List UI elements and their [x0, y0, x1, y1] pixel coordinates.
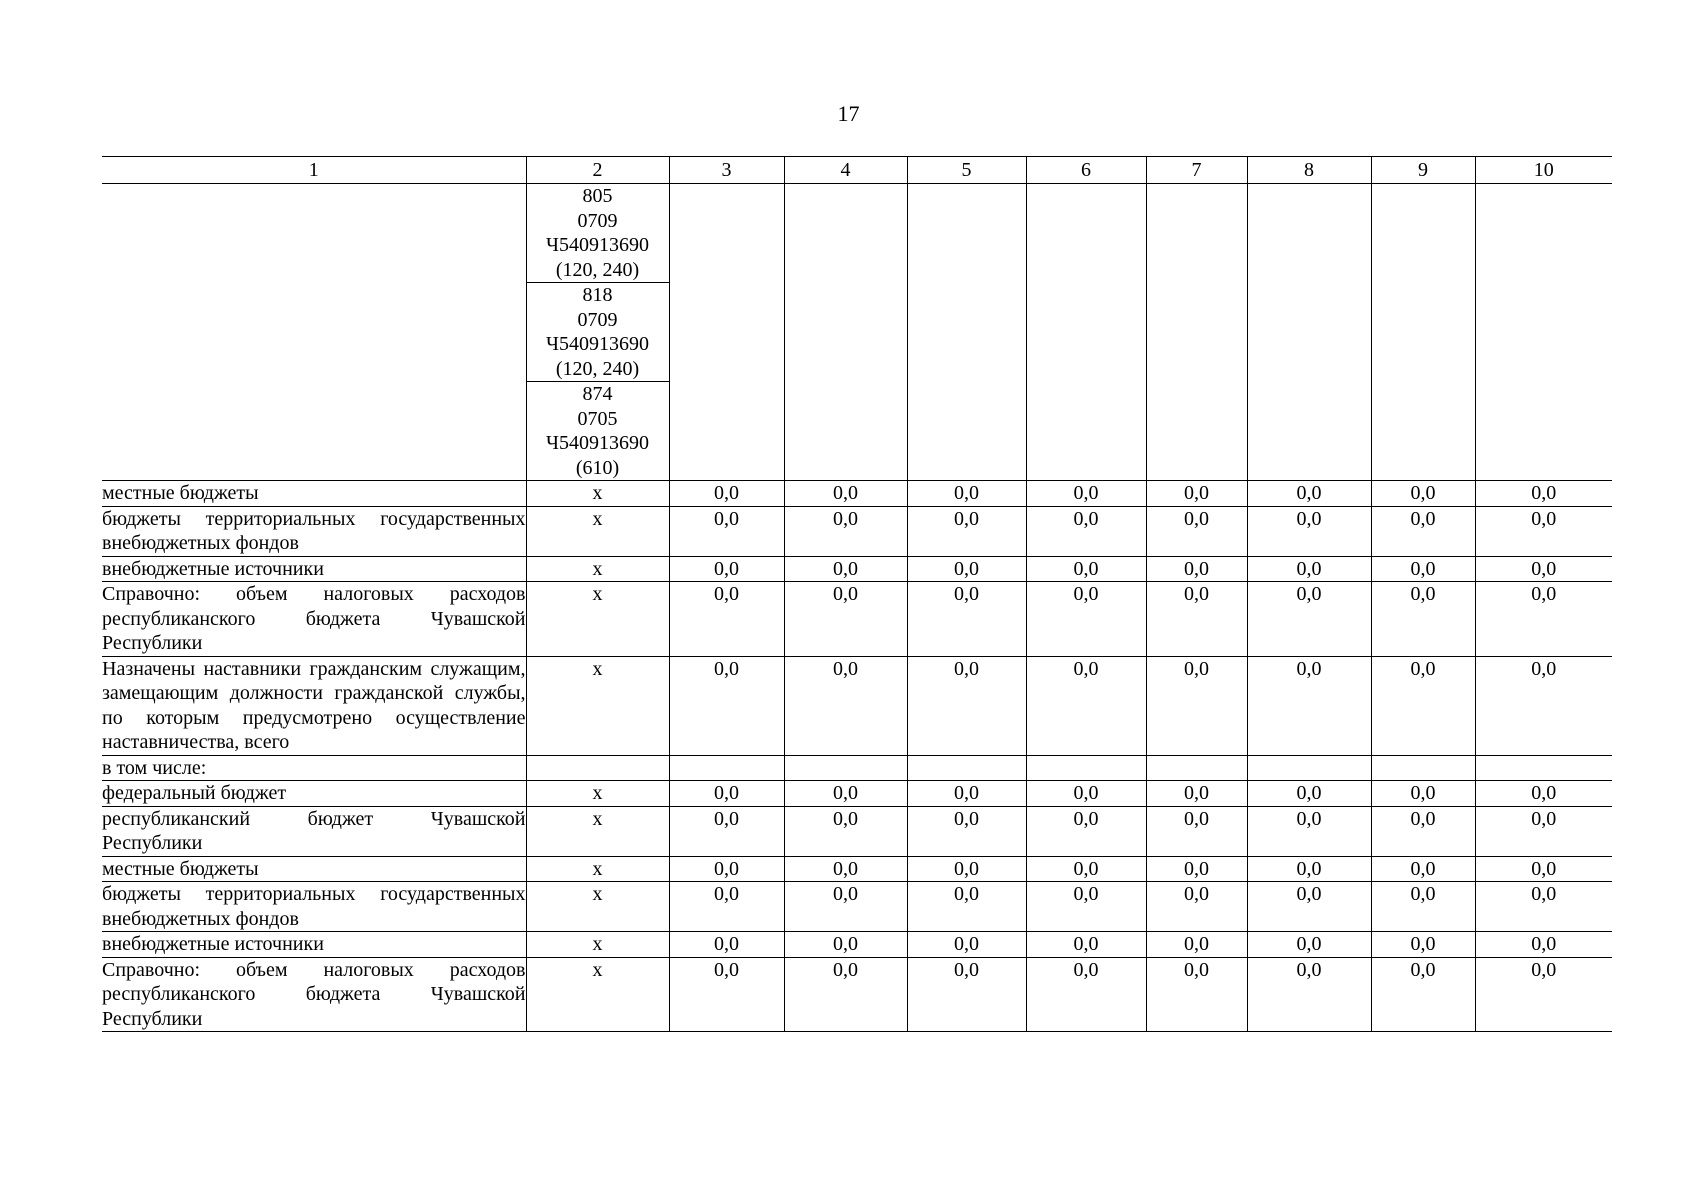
empty-cell: [1371, 184, 1475, 481]
value-cell: 0,0: [1026, 656, 1146, 755]
table-row: [102, 582, 1612, 657]
empty-cell: [1146, 184, 1247, 481]
value-cell: 0,0: [1146, 932, 1247, 958]
table-row: [102, 957, 1612, 1032]
value-cell: 0,0: [1475, 781, 1612, 807]
value-cell: 0,0: [784, 781, 907, 807]
value-cell: 0,0: [669, 582, 784, 657]
header-cell: 8: [1247, 157, 1371, 184]
value-cell: 0,0: [669, 781, 784, 807]
code-line: 818: [582, 284, 613, 306]
header-cell: 1: [102, 157, 526, 184]
value-cell: 0,0: [1371, 932, 1475, 958]
header-cell: 3: [669, 157, 784, 184]
value-cell: 0,0: [1475, 932, 1612, 958]
row-label: Справочно: объем налоговых расходов республиканского бюджета Чувашской Республики: [102, 583, 526, 654]
code-line: Ч540913690: [546, 234, 649, 256]
row-label: бюджеты территориальных государственных внебюджетных фондов: [102, 507, 526, 554]
budget-code-874: [527, 382, 669, 480]
table-row: [102, 781, 1612, 807]
value-cell: 0,0: [1247, 582, 1371, 657]
code-line: 805: [582, 185, 613, 207]
value-cell: 0,0: [1247, 957, 1371, 1032]
value-cell: 0,0: [784, 856, 907, 882]
row-code: x: [526, 882, 669, 932]
row-label: федеральный бюджет: [102, 781, 526, 807]
value-cell: 0,0: [1475, 556, 1612, 582]
value-cell: 0,0: [1371, 556, 1475, 582]
value-cell: 0,0: [1371, 856, 1475, 882]
value-cell: 0,0: [1371, 506, 1475, 556]
value-cell: 0,0: [1247, 481, 1371, 507]
row-label: внебюджетные источники: [102, 556, 526, 582]
value-cell: 0,0: [784, 806, 907, 856]
header-cell: 9: [1371, 157, 1475, 184]
empty-cell: [1247, 184, 1371, 481]
value-cell: 0,0: [1247, 656, 1371, 755]
row-label: республиканский бюджет Чувашской Республики: [102, 807, 526, 854]
row-code: x: [526, 656, 669, 755]
value-cell: [1475, 755, 1612, 781]
row-code: x: [526, 856, 669, 882]
header-cell: 10: [1475, 157, 1612, 184]
value-cell: 0,0: [1146, 506, 1247, 556]
row-code: x: [526, 781, 669, 807]
row-code: x: [526, 506, 669, 556]
table-row: [102, 856, 1612, 882]
value-cell: 0,0: [669, 656, 784, 755]
budget-code-818: [527, 283, 669, 382]
code-line: (120, 240): [555, 357, 640, 380]
value-cell: 0,0: [1371, 656, 1475, 755]
row-code: x: [526, 806, 669, 856]
code-line: 0705: [577, 407, 618, 430]
value-cell: 0,0: [1475, 506, 1612, 556]
value-cell: 0,0: [669, 882, 784, 932]
code-line: Ч540913690: [546, 333, 649, 355]
row-label: местные бюджеты: [102, 481, 526, 507]
value-cell: 0,0: [1371, 806, 1475, 856]
header-cell: 7: [1146, 157, 1247, 184]
value-cell: 0,0: [1371, 882, 1475, 932]
value-cell: 0,0: [907, 481, 1026, 507]
value-cell: 0,0: [784, 656, 907, 755]
value-cell: 0,0: [1026, 932, 1146, 958]
value-cell: 0,0: [784, 481, 907, 507]
value-cell: 0,0: [1371, 957, 1475, 1032]
table-header-row: [102, 157, 1612, 184]
value-cell: 0,0: [1475, 656, 1612, 755]
budget-table: [102, 156, 1612, 1032]
value-cell: 0,0: [1026, 781, 1146, 807]
value-cell: 0,0: [1026, 957, 1146, 1032]
value-cell: 0,0: [1475, 806, 1612, 856]
code-line: 0709: [577, 308, 618, 331]
value-cell: 0,0: [1247, 556, 1371, 582]
empty-cell: [907, 184, 1026, 481]
value-cell: 0,0: [1371, 781, 1475, 807]
empty-cell: [784, 184, 907, 481]
page-number: 17: [837, 101, 860, 126]
value-cell: 0,0: [907, 506, 1026, 556]
value-cell: 0,0: [669, 806, 784, 856]
value-cell: 0,0: [669, 957, 784, 1032]
code-line: Ч540913690: [546, 432, 649, 454]
value-cell: 0,0: [669, 481, 784, 507]
value-cell: 0,0: [907, 806, 1026, 856]
value-cell: 0,0: [1247, 506, 1371, 556]
table-row: [102, 755, 1612, 781]
empty-label-cell: [102, 184, 526, 481]
value-cell: 0,0: [784, 882, 907, 932]
table-row: [102, 556, 1612, 582]
value-cell: 0,0: [1026, 806, 1146, 856]
value-cell: 0,0: [1146, 781, 1247, 807]
value-cell: 0,0: [784, 957, 907, 1032]
value-cell: 0,0: [1247, 781, 1371, 807]
value-cell: [1247, 755, 1371, 781]
value-cell: 0,0: [784, 582, 907, 657]
code-line: 0709: [577, 209, 618, 232]
value-cell: 0,0: [1475, 957, 1612, 1032]
table-row: [102, 481, 1612, 507]
row-code: x: [526, 582, 669, 657]
row-code: x: [526, 481, 669, 507]
value-cell: 0,0: [907, 656, 1026, 755]
value-cell: 0,0: [1475, 856, 1612, 882]
code-line: (610): [575, 456, 620, 479]
value-cell: [784, 755, 907, 781]
value-cell: 0,0: [1146, 882, 1247, 932]
value-cell: 0,0: [1026, 556, 1146, 582]
value-cell: 0,0: [1146, 582, 1247, 657]
value-cell: [1026, 755, 1146, 781]
table-row: [102, 656, 1612, 755]
value-cell: 0,0: [1026, 582, 1146, 657]
value-cell: 0,0: [907, 882, 1026, 932]
row-label: Назначены наставники гражданским служащим, замещающим должности гражданской службы, по которым предусмотрено осуществление наставничества, всего: [102, 657, 526, 753]
row-label: Справочно: объем налоговых расходов республиканского бюджета Чувашской Республики: [102, 958, 526, 1030]
empty-cell: [669, 184, 784, 481]
value-cell: 0,0: [1247, 806, 1371, 856]
table-row: [102, 806, 1612, 856]
value-cell: 0,0: [1247, 856, 1371, 882]
header-cell: 5: [907, 157, 1026, 184]
value-cell: 0,0: [669, 556, 784, 582]
value-cell: 0,0: [784, 506, 907, 556]
table-row: [102, 506, 1612, 556]
table-row: [102, 932, 1612, 958]
code-line: (120, 240): [555, 258, 640, 281]
row-code: x: [526, 556, 669, 582]
value-cell: 0,0: [1475, 882, 1612, 932]
value-cell: 0,0: [907, 582, 1026, 657]
value-cell: 0,0: [669, 506, 784, 556]
value-cell: 0,0: [1026, 506, 1146, 556]
value-cell: 0,0: [1026, 856, 1146, 882]
value-cell: 0,0: [1146, 806, 1247, 856]
row-label: бюджеты территориальных государственных внебюджетных фондов: [102, 883, 526, 930]
header-cell: 2: [526, 157, 669, 184]
value-cell: 0,0: [907, 556, 1026, 582]
value-cell: [907, 755, 1026, 781]
code-row: [102, 184, 1612, 481]
value-cell: 0,0: [1475, 481, 1612, 507]
value-cell: 0,0: [1146, 556, 1247, 582]
empty-cell: [1026, 184, 1146, 481]
row-label: внебюджетные источники: [102, 932, 526, 958]
value-cell: 0,0: [907, 781, 1026, 807]
row-code: x: [526, 957, 669, 1032]
value-cell: 0,0: [784, 932, 907, 958]
value-cell: [1146, 755, 1247, 781]
value-cell: 0,0: [1247, 932, 1371, 958]
value-cell: 0,0: [1026, 882, 1146, 932]
value-cell: 0,0: [1146, 481, 1247, 507]
value-cell: 0,0: [907, 957, 1026, 1032]
header-cell: 6: [1026, 157, 1146, 184]
table-row: [102, 882, 1612, 932]
value-cell: 0,0: [1475, 582, 1612, 657]
value-cell: 0,0: [1146, 656, 1247, 755]
value-cell: 0,0: [1146, 957, 1247, 1032]
value-cell: [1371, 755, 1475, 781]
value-cell: 0,0: [1371, 481, 1475, 507]
value-cell: 0,0: [907, 932, 1026, 958]
header-cell: 4: [784, 157, 907, 184]
row-label: местные бюджеты: [102, 856, 526, 882]
value-cell: 0,0: [1026, 481, 1146, 507]
empty-cell: [1475, 184, 1612, 481]
value-cell: 0,0: [907, 856, 1026, 882]
value-cell: 0,0: [1146, 856, 1247, 882]
row-label: в том числе:: [102, 755, 526, 781]
value-cell: 0,0: [1247, 882, 1371, 932]
code-line: 874: [582, 383, 613, 405]
value-cell: 0,0: [1371, 582, 1475, 657]
value-cell: 0,0: [669, 856, 784, 882]
value-cell: [669, 755, 784, 781]
budget-code-805: [527, 184, 669, 283]
row-code: x: [526, 932, 669, 958]
budget-codes-cell: [526, 184, 669, 481]
value-cell: 0,0: [669, 932, 784, 958]
value-cell: 0,0: [784, 556, 907, 582]
row-code: [526, 755, 669, 781]
